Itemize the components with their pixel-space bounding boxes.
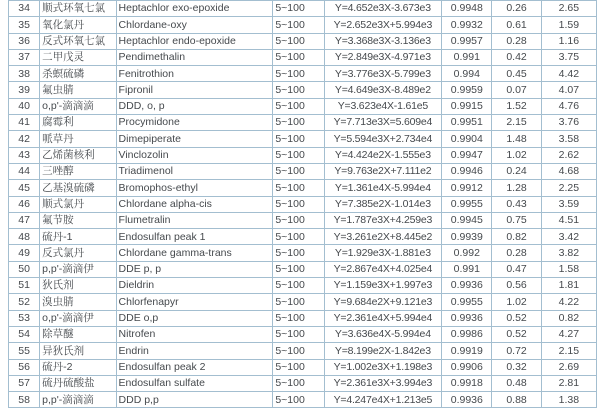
cell-name-cn: 硫丹-2 [40, 359, 116, 375]
cell-value2: 1.59 [541, 17, 596, 33]
cell-name-cn: 腐霉利 [40, 115, 116, 131]
table-row [9, 49, 597, 65]
cell-equation: Y=7.713e3X=5.609e4 [324, 115, 442, 131]
table-row [9, 326, 597, 342]
cell-name-cn: 狄氏剂 [40, 278, 116, 294]
cell-name-cn: 硫丹-1 [40, 229, 116, 245]
cell-name-cn: o,p'-滴滴伊 [40, 310, 116, 326]
cell-num: 39 [9, 82, 40, 98]
cell-r2: 0.991 [442, 261, 492, 277]
cell-range: 5~100 [273, 115, 324, 131]
table-row [9, 375, 597, 391]
cell-equation: Y=2.361e4X+5.994e4 [324, 310, 442, 326]
table-row [9, 294, 597, 310]
table-row [9, 229, 597, 245]
cell-r2: 0.9939 [442, 229, 492, 245]
cell-value1: 0.72 [492, 343, 541, 359]
cell-num: 58 [9, 392, 40, 408]
cell-equation: Y=9.684e2X+9.121e3 [324, 294, 442, 310]
cell-name-en: Chlordane-oxy [116, 17, 273, 33]
cell-name-cn: 氟节胺 [40, 212, 116, 228]
cell-r2: 0.9951 [442, 115, 492, 131]
cell-name-en: Chlordane alpha-cis [116, 196, 273, 212]
cell-value1: 1.28 [492, 180, 541, 196]
cell-value2: 0.82 [541, 310, 596, 326]
cell-range: 5~100 [273, 196, 324, 212]
cell-range: 5~100 [273, 359, 324, 375]
cell-num: 41 [9, 115, 40, 131]
cell-name-cn: 溴虫腈 [40, 294, 116, 310]
cell-value2: 4.51 [541, 212, 596, 228]
cell-value1: 0.24 [492, 163, 541, 179]
cell-r2: 0.9955 [442, 294, 492, 310]
cell-name-cn: 杀螟硫磷 [40, 66, 116, 82]
cell-num: 46 [9, 196, 40, 212]
cell-num: 37 [9, 49, 40, 65]
cell-name-cn: 反式环氧七氯 [40, 33, 116, 49]
cell-value1: 0.82 [492, 229, 541, 245]
cell-name-en: Endrin [116, 343, 273, 359]
cell-value1: 0.42 [492, 49, 541, 65]
cell-name-en: Bromophos-ethyl [116, 180, 273, 196]
cell-name-cn: 异狄氏剂 [40, 343, 116, 359]
cell-name-en: Endosulfan peak 2 [116, 359, 273, 375]
table-row [9, 98, 597, 114]
cell-name-cn: 乙基溴硫磷 [40, 180, 116, 196]
cell-num: 56 [9, 359, 40, 375]
cell-value1: 0.26 [492, 1, 541, 17]
cell-value1: 0.56 [492, 278, 541, 294]
cell-name-cn: 哌草丹 [40, 131, 116, 147]
cell-name-en: DDD, o, p [116, 98, 273, 114]
cell-name-cn: 反式氯丹 [40, 245, 116, 261]
table-row [9, 261, 597, 277]
cell-value2: 1.38 [541, 392, 596, 408]
cell-range: 5~100 [273, 180, 324, 196]
cell-range: 5~100 [273, 1, 324, 17]
cell-value2: 4.68 [541, 163, 596, 179]
cell-name-en: Nitrofen [116, 326, 273, 342]
cell-range: 5~100 [273, 17, 324, 33]
cell-name-cn: p,p'-滴滴伊 [40, 261, 116, 277]
table-row [9, 66, 597, 82]
cell-value2: 3.82 [541, 245, 596, 261]
calibration-table [8, 0, 597, 408]
cell-value1: 0.28 [492, 245, 541, 261]
cell-r2: 0.9919 [442, 343, 492, 359]
cell-range: 5~100 [273, 294, 324, 310]
cell-value2: 1.16 [541, 33, 596, 49]
cell-value2: 1.58 [541, 261, 596, 277]
cell-range: 5~100 [273, 375, 324, 391]
table-row [9, 180, 597, 196]
cell-equation: Y=4.424e2X-1.555e3 [324, 147, 442, 163]
table-row [9, 212, 597, 228]
cell-equation: Y=1.361e4X-5.994e4 [324, 180, 442, 196]
cell-range: 5~100 [273, 261, 324, 277]
table-row [9, 1, 597, 17]
cell-r2: 0.9946 [442, 163, 492, 179]
cell-range: 5~100 [273, 392, 324, 408]
cell-num: 55 [9, 343, 40, 359]
cell-equation: Y=1.929e3X-1.881e3 [324, 245, 442, 261]
cell-r2: 0.9936 [442, 310, 492, 326]
cell-value2: 3.58 [541, 131, 596, 147]
cell-value2: 2.81 [541, 375, 596, 391]
cell-num: 34 [9, 1, 40, 17]
cell-name-cn: 氟虫腈 [40, 82, 116, 98]
cell-value1: 0.47 [492, 261, 541, 277]
cell-range: 5~100 [273, 49, 324, 65]
cell-name-en: Flumetralin [116, 212, 273, 228]
cell-name-en: DDE p, p [116, 261, 273, 277]
cell-value1: 0.43 [492, 196, 541, 212]
cell-range: 5~100 [273, 310, 324, 326]
cell-r2: 0.9955 [442, 196, 492, 212]
cell-name-cn: 三唑醇 [40, 163, 116, 179]
table-body [9, 1, 597, 408]
cell-name-en: Triadimenol [116, 163, 273, 179]
cell-range: 5~100 [273, 82, 324, 98]
cell-range: 5~100 [273, 343, 324, 359]
cell-equation: Y=3.368e3X-3.136e3 [324, 33, 442, 49]
cell-r2: 0.992 [442, 245, 492, 261]
cell-range: 5~100 [273, 229, 324, 245]
cell-value2: 3.59 [541, 196, 596, 212]
cell-range: 5~100 [273, 278, 324, 294]
cell-equation: Y=1.159e3X+1.997e3 [324, 278, 442, 294]
cell-equation: Y=8.199e2X-1.842e3 [324, 343, 442, 359]
cell-num: 43 [9, 147, 40, 163]
cell-value2: 2.15 [541, 343, 596, 359]
cell-equation: Y=3.636e4X-5.994e4 [324, 326, 442, 342]
cell-r2: 0.9906 [442, 359, 492, 375]
cell-name-cn: 顺式环氧七氯 [40, 1, 116, 17]
cell-num: 42 [9, 131, 40, 147]
cell-name-cn: 二甲戊灵 [40, 49, 116, 65]
cell-name-en: Endosulfan peak 1 [116, 229, 273, 245]
cell-name-en: Dieldrin [116, 278, 273, 294]
cell-range: 5~100 [273, 66, 324, 82]
table-row [9, 131, 597, 147]
cell-name-cn: p,p'-滴滴滴 [40, 392, 116, 408]
cell-value2: 4.27 [541, 326, 596, 342]
cell-r2: 0.9912 [442, 180, 492, 196]
cell-value1: 1.52 [492, 98, 541, 114]
cell-value1: 0.52 [492, 326, 541, 342]
cell-num: 51 [9, 278, 40, 294]
table-row [9, 33, 597, 49]
cell-name-en: Chlorfenapyr [116, 294, 273, 310]
cell-num: 36 [9, 33, 40, 49]
cell-equation: Y=2.652e3X+5.994e3 [324, 17, 442, 33]
cell-equation: Y=4.652e3X-3.673e3 [324, 1, 442, 17]
cell-value2: 2.25 [541, 180, 596, 196]
cell-value2: 2.62 [541, 147, 596, 163]
cell-r2: 0.9959 [442, 82, 492, 98]
table-row [9, 343, 597, 359]
cell-name-en: Endosulfan sulfate [116, 375, 273, 391]
cell-value2: 4.22 [541, 294, 596, 310]
cell-r2: 0.9915 [442, 98, 492, 114]
cell-name-en: DDD p,p [116, 392, 273, 408]
cell-equation: Y=2.867e4X+4.025e4 [324, 261, 442, 277]
cell-value1: 0.52 [492, 310, 541, 326]
cell-value2: 4.76 [541, 98, 596, 114]
cell-num: 52 [9, 294, 40, 310]
cell-name-en: Dimepiperate [116, 131, 273, 147]
cell-equation: Y=2.849e3X-4.971e3 [324, 49, 442, 65]
cell-r2: 0.9918 [442, 375, 492, 391]
cell-range: 5~100 [273, 33, 324, 49]
table-row [9, 196, 597, 212]
cell-r2: 0.9986 [442, 326, 492, 342]
cell-range: 5~100 [273, 163, 324, 179]
cell-name-en: Chlordane gamma-trans [116, 245, 273, 261]
cell-value1: 0.75 [492, 212, 541, 228]
cell-r2: 0.9904 [442, 131, 492, 147]
table-row [9, 17, 597, 33]
cell-num: 45 [9, 180, 40, 196]
cell-num: 47 [9, 212, 40, 228]
cell-value2: 3.42 [541, 229, 596, 245]
cell-value1: 0.88 [492, 392, 541, 408]
cell-equation: Y=1.787e3X+4.259e3 [324, 212, 442, 228]
cell-value2: 2.65 [541, 1, 596, 17]
cell-range: 5~100 [273, 98, 324, 114]
cell-equation: Y=9.763e2X+7.111e2 [324, 163, 442, 179]
cell-value1: 0.32 [492, 359, 541, 375]
cell-r2: 0.9947 [442, 147, 492, 163]
cell-equation: Y=4.649e3X-8.489e2 [324, 82, 442, 98]
cell-name-en: DDE o,p [116, 310, 273, 326]
cell-r2: 0.9932 [442, 17, 492, 33]
cell-value1: 1.48 [492, 131, 541, 147]
table-row [9, 310, 597, 326]
cell-num: 38 [9, 66, 40, 82]
table-row [9, 82, 597, 98]
cell-r2: 0.9948 [442, 1, 492, 17]
cell-equation: Y=3.776e3X-5.799e3 [324, 66, 442, 82]
cell-value1: 0.28 [492, 33, 541, 49]
cell-range: 5~100 [273, 131, 324, 147]
table-row [9, 147, 597, 163]
cell-num: 57 [9, 375, 40, 391]
cell-num: 49 [9, 245, 40, 261]
cell-r2: 0.991 [442, 49, 492, 65]
cell-name-cn: 硫丹硫酸盐 [40, 375, 116, 391]
cell-r2: 0.9936 [442, 278, 492, 294]
cell-name-en: Pendimethalin [116, 49, 273, 65]
cell-name-cn: 乙烯菌核利 [40, 147, 116, 163]
table-row [9, 163, 597, 179]
cell-r2: 0.9936 [442, 392, 492, 408]
cell-value1: 0.48 [492, 375, 541, 391]
cell-num: 44 [9, 163, 40, 179]
cell-range: 5~100 [273, 212, 324, 228]
cell-value1: 0.45 [492, 66, 541, 82]
table-row [9, 392, 597, 408]
cell-equation: Y=4.247e4X+1.213e5 [324, 392, 442, 408]
cell-name-cn: 除草醚 [40, 326, 116, 342]
cell-equation: Y=3.261e2X+8.445e2 [324, 229, 442, 245]
table-row [9, 245, 597, 261]
cell-name-en: Procymidone [116, 115, 273, 131]
cell-value2: 1.81 [541, 278, 596, 294]
cell-name-cn: o,p'-滴滴滴 [40, 98, 116, 114]
cell-equation: Y=1.002e3X+1.198e3 [324, 359, 442, 375]
table-row [9, 359, 597, 375]
cell-equation: Y=5.594e3X+2.734e4 [324, 131, 442, 147]
cell-num: 40 [9, 98, 40, 114]
cell-name-en: Fenitrothion [116, 66, 273, 82]
cell-equation: Y=7.385e2X-1.014e3 [324, 196, 442, 212]
cell-num: 48 [9, 229, 40, 245]
cell-value2: 3.75 [541, 49, 596, 65]
cell-num: 50 [9, 261, 40, 277]
cell-name-en: Fipronil [116, 82, 273, 98]
cell-range: 5~100 [273, 326, 324, 342]
cell-equation: Y=2.361e3X+3.994e3 [324, 375, 442, 391]
cell-r2: 0.994 [442, 66, 492, 82]
cell-name-cn: 氧化氯丹 [40, 17, 116, 33]
cell-r2: 0.9945 [442, 212, 492, 228]
cell-value1: 0.07 [492, 82, 541, 98]
cell-value1: 0.61 [492, 17, 541, 33]
cell-equation: Y=3.623e4X-1.61e5 [324, 98, 442, 114]
cell-r2: 0.9957 [442, 33, 492, 49]
cell-value2: 2.69 [541, 359, 596, 375]
cell-range: 5~100 [273, 147, 324, 163]
cell-value1: 1.02 [492, 294, 541, 310]
cell-value2: 4.42 [541, 66, 596, 82]
cell-value1: 1.02 [492, 147, 541, 163]
cell-name-en: Heptachlor endo-epoxide [116, 33, 273, 49]
cell-value2: 4.07 [541, 82, 596, 98]
cell-name-en: Vinclozolin [116, 147, 273, 163]
cell-num: 35 [9, 17, 40, 33]
cell-num: 54 [9, 326, 40, 342]
cell-name-cn: 顺式氯丹 [40, 196, 116, 212]
cell-num: 53 [9, 310, 40, 326]
cell-range: 5~100 [273, 245, 324, 261]
cell-name-en: Heptachlor exo-epoxide [116, 1, 273, 17]
table-row [9, 115, 597, 131]
cell-value2: 3.76 [541, 115, 596, 131]
cell-value1: 2.15 [492, 115, 541, 131]
table-row [9, 278, 597, 294]
